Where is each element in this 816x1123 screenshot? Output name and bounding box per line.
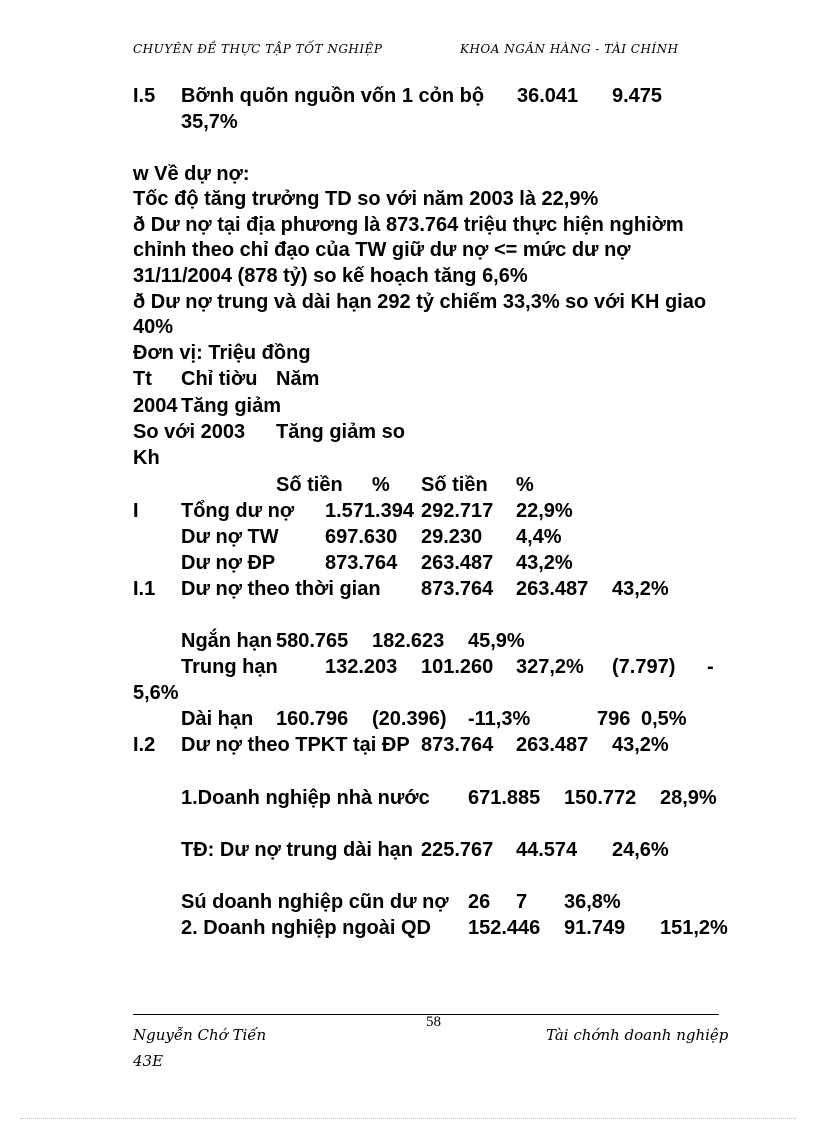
- table-cell: 873.764: [325, 552, 398, 574]
- footer-class: 43E: [133, 1052, 164, 1070]
- table-cell: 263.487: [516, 734, 589, 756]
- table-header: 2004: [133, 395, 178, 417]
- table-cell: Dư nợ ĐP: [181, 552, 276, 574]
- table-header: Tăng giảm: [181, 395, 282, 417]
- page-edge: [20, 1118, 796, 1119]
- table-cell: 873.764: [421, 734, 494, 756]
- table-cell: 1.Doanh nghiệp nhà nước: [181, 787, 430, 809]
- table-cell: 1.571.394: [325, 500, 414, 522]
- footer-author: Nguyễn Chớ Tiến: [133, 1026, 267, 1044]
- table-header: Số tiền: [421, 474, 488, 496]
- table-header: Chỉ tiờu: [181, 368, 258, 390]
- footer-subject: Tài chớnh doanh nghiệp: [546, 1026, 729, 1044]
- section-heading: w Về dự nợ:: [133, 163, 250, 185]
- table-header: Năm: [276, 368, 320, 390]
- row-label: Bỡnh quõn nguồn vốn 1 cỏn bộ: [181, 85, 485, 107]
- table-cell: 43,2%: [612, 578, 669, 600]
- header-right: KHOA NGÂN HÀNG - TÀI CHÍNH: [460, 42, 679, 56]
- table-cell: 24,6%: [612, 839, 669, 861]
- table-cell: Dư nợ theo thời gian: [181, 578, 381, 600]
- table-cell: 36,8%: [564, 891, 621, 913]
- table-cell: Dư nợ TW: [181, 526, 279, 548]
- table-cell: I.1: [133, 578, 156, 600]
- table-cell: 91.749: [564, 917, 626, 939]
- header-left: CHUYÊN ĐỀ THỰC TẬP TỐT NGHIỆP: [133, 42, 383, 56]
- table-cell: 580.765: [276, 630, 349, 652]
- table-cell: 132.203: [325, 656, 398, 678]
- table-cell: (20.396): [372, 708, 447, 730]
- table-cell: 29.230: [421, 526, 483, 548]
- table-cell: 44.574: [516, 839, 578, 861]
- row-value: 9.475: [612, 85, 663, 107]
- table-cell: 151,2%: [660, 917, 728, 939]
- row-code: I.5: [133, 85, 156, 107]
- table-cell: 2. Doanh nghiệp ngoài QD: [181, 917, 431, 939]
- table-cell: -11,3%: [468, 708, 531, 730]
- table-cell: 28,9%: [660, 787, 717, 809]
- table-cell: 796: [597, 708, 631, 730]
- table-cell: (7.797): [612, 656, 676, 678]
- table-cell: 45,9%: [468, 630, 525, 652]
- table-header: Kh: [133, 447, 160, 469]
- table-cell: 43,2%: [516, 552, 573, 574]
- table-cell: 225.767: [421, 839, 494, 861]
- table-cell: Tổng dư nợ: [181, 500, 295, 522]
- table-header: Tăng giảm so: [276, 421, 405, 443]
- table-cell: Trung hạn: [181, 656, 278, 678]
- table-cell: -: [707, 656, 714, 678]
- table-header: Tt: [133, 368, 152, 390]
- table-cell: Sú doanh nghiệp cũn dư nợ: [181, 891, 449, 913]
- table-cell: 101.260: [421, 656, 494, 678]
- row-value: 36.041: [517, 85, 579, 107]
- table-cell: Dài hạn: [181, 708, 254, 730]
- table-cell: 152.446: [468, 917, 541, 939]
- table-cell: I.2: [133, 734, 156, 756]
- table-cell: 22,9%: [516, 500, 573, 522]
- table-cell: 4,4%: [516, 526, 562, 548]
- table-cell: 263.487: [516, 578, 589, 600]
- table-cell: 327,2%: [516, 656, 584, 678]
- row-value: 35,7%: [181, 111, 238, 133]
- table-header: %: [372, 474, 390, 496]
- table-cell: 150.772: [564, 787, 637, 809]
- table-cell: 263.487: [421, 552, 494, 574]
- table-cell: 7: [516, 891, 528, 913]
- page-number: 58: [426, 1014, 441, 1030]
- table-cell: TĐ: Dư nợ trung dài hạn: [181, 839, 414, 861]
- text-line: chỉnh theo chỉ đạo của TW giữ dư nợ <= mức dư nợ: [133, 239, 631, 261]
- text-line: 40%: [133, 316, 174, 338]
- text-line: Tốc độ tăng trưởng TD so với năm 2003 là 22,9%: [133, 188, 599, 210]
- table-cell: 5,6%: [133, 682, 179, 704]
- table-header: So với 2003: [133, 421, 246, 443]
- table-cell: 671.885: [468, 787, 541, 809]
- table-header: Số tiền: [276, 474, 343, 496]
- table-cell: 0,5%: [641, 708, 687, 730]
- text-line: ð Dư nợ trung và dài hạn 292 tỷ chiếm 33,3% so với KH giao: [133, 291, 707, 313]
- table-cell: 697.630: [325, 526, 398, 548]
- table-cell: I: [133, 500, 139, 522]
- table-cell: 182.623: [372, 630, 445, 652]
- table-cell: Dư nợ theo TPKT tại ĐP: [181, 734, 410, 756]
- table-cell: 160.796: [276, 708, 349, 730]
- table-cell: 43,2%: [612, 734, 669, 756]
- unit-label: Đơn vị: Triệu đồng: [133, 342, 311, 364]
- table-cell: 26: [468, 891, 491, 913]
- text-line: ð Dư nợ tại địa phương là 873.764 triệu thực hiện nghiờm: [133, 214, 684, 236]
- table-cell: Ngắn hạn: [181, 630, 273, 652]
- table-cell: 873.764: [421, 578, 494, 600]
- table-header: %: [516, 474, 534, 496]
- text-line: 31/11/2004 (878 tỷ) so kế hoạch tăng 6,6%: [133, 265, 528, 287]
- table-cell: 292.717: [421, 500, 494, 522]
